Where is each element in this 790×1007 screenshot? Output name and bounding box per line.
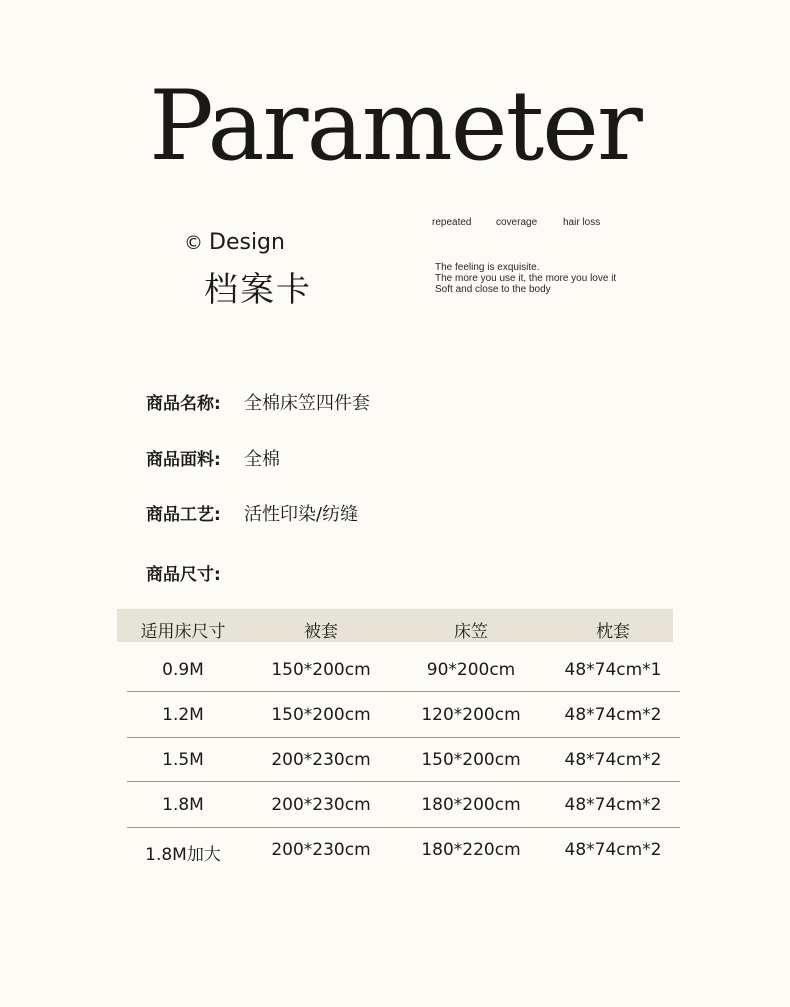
table-cell: 200*230cm: [271, 750, 371, 770]
spec-craft: [146, 500, 358, 526]
spec-name: [146, 389, 370, 415]
table-cell: 180*200cm: [421, 795, 521, 815]
spec-key: 商品尺寸:: [146, 565, 221, 585]
table-cell: 48*74cm*2: [564, 840, 662, 860]
table-cell: 1.2M: [162, 705, 204, 725]
spec-value: 活性印染/纺缝: [244, 504, 359, 525]
table-cell: 48*74cm*2: [564, 750, 662, 770]
table-cell: 150*200cm: [271, 705, 371, 725]
tagline: [435, 262, 616, 295]
table-cell: 200*230cm: [271, 840, 371, 860]
row-divider: [127, 737, 680, 738]
tagline-line: Soft and close to the body: [435, 284, 551, 295]
table-cell: 48*74cm*2: [564, 705, 662, 725]
table-cell: 120*200cm: [421, 705, 521, 725]
spec-value: 全棉: [244, 449, 280, 470]
spec-value: 全棉床笠四件套: [244, 393, 370, 414]
spec-size: [146, 560, 244, 585]
tagline-line: The feeling is exquisite.: [435, 262, 540, 273]
tagline-line: The more you use it, the more you love it: [435, 273, 617, 284]
table-cell: 48*74cm*2: [564, 795, 662, 815]
tag-coverage: coverage: [496, 217, 538, 228]
tag-repeated: repeated: [432, 217, 472, 228]
spec-key: 商品名称:: [146, 394, 221, 414]
tag-hair-loss: hair loss: [563, 217, 601, 228]
table-header-duvet: 被套: [304, 622, 338, 642]
table-cell: 200*230cm: [271, 795, 371, 815]
table-cell: 1.5M: [162, 750, 204, 770]
table-cell: 0.9M: [162, 660, 204, 680]
table-cell: 1.8M: [162, 795, 204, 815]
table-header-fitted-sheet: 床笠: [454, 622, 488, 642]
table-cell: 180*220cm: [421, 840, 521, 860]
table-cell: 150*200cm: [421, 750, 521, 770]
spec-fabric: [146, 445, 280, 471]
row-divider: [127, 781, 680, 782]
table-header-pillowcase: 枕套: [596, 622, 630, 642]
table-cell: 48*74cm*1: [564, 660, 662, 680]
row-divider: [127, 691, 680, 692]
table-cell: 90*200cm: [426, 660, 516, 680]
design-text: Design: [209, 230, 285, 255]
table-cell: 1.8M加大: [145, 845, 221, 865]
design-label: [184, 230, 285, 255]
page-title: Parameter: [149, 70, 641, 182]
spec-key: 商品工艺:: [146, 505, 221, 525]
cn-title: 档案卡: [204, 270, 312, 310]
table-cell: 150*200cm: [271, 660, 371, 680]
row-divider: [127, 827, 680, 828]
copyright-icon: ©: [184, 232, 203, 254]
spec-key: 商品面料:: [146, 450, 221, 470]
table-header-size: 适用床尺寸: [140, 622, 226, 642]
